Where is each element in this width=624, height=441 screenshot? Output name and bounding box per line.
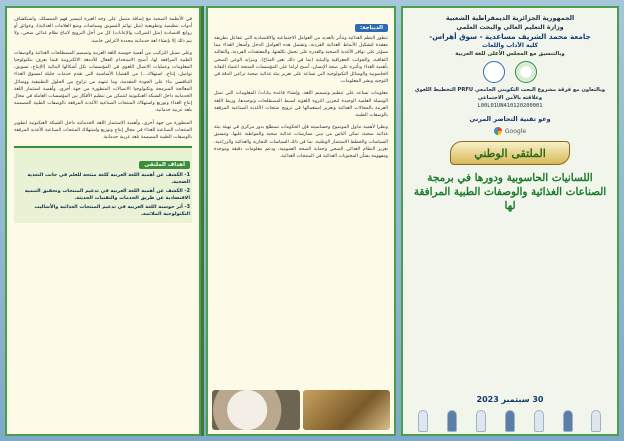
conference-date: 30 سبتمبر 2023: [476, 395, 544, 404]
conference-badge: [450, 141, 570, 165]
google-row: [409, 127, 611, 135]
person-figure: [476, 410, 486, 432]
university-logo-icon: [483, 61, 505, 83]
sponsor-row: [409, 115, 611, 123]
panel-cover: [401, 6, 619, 436]
conference-topic: اللسانيات الحاسوبية ودورها في برمجة الصناعات الغذائية والوصفات الطبية المرافقة لها: [413, 172, 607, 212]
people-illustration: [409, 406, 611, 432]
goal-item: 2- الكشف عن أهمية اللغة العربية في تدعيم المنتجات وتحقيق التنمية الاقتصادية عن طريق الخدمات والتقنيات الحديثة.: [24, 188, 190, 202]
food-photo: [303, 390, 391, 430]
person-figure: [418, 410, 428, 432]
project-code: L00L01UN410120200001: [477, 103, 543, 109]
university-heading: جامعة محمد الشريف مساعدية - سوق أهراس-: [429, 32, 591, 41]
google-label: Google: [504, 127, 527, 135]
middle-paragraph-1: تتطور النظم الغذائية وتتأثر بالعديد من العوامل الاجتماعية والاقتصادية التي تتفاعل بطريقة معقدة لتشكيل الأنماط الغذائية الفردية، وتشمل هذه العوامل الدخل وأسعار الغذاء مما سيؤثر على توافر الأغذية الصحية والقدرة على تحمل تكلفتها، والمعتقدات الفردية، والتقاليد الثقافية، والجوانب الجغرافية والبيئية (بما في ذلك تغير المناخ). وبتزايد الوعي الصحي بأهمية الغذاء وتأثيره على صحة الإنسان، أصبح لزاما على المؤسسات المنتجة اعتماد التقانة الحاسوبية والوسائل التكنولوجية التي تساعد على تعزيز بيئة غذائية صحية تراعي الدقة في التوجيه ونشر المعلومات.: [214, 36, 388, 85]
person-figure: [505, 410, 515, 432]
republic-heading: الجمهورية الجزائرية الديمقراطية الشعبية: [445, 14, 575, 22]
person-figure: [447, 410, 457, 432]
left-paragraph-1: في الأنظمة الصحية مع إضافة منصل على وجه الغيرة لتيسير فهم الممسلك، واستكشاف أدوات تنظيمية وتطويعية (مثل توائم التسويق وسياسات وضع العلامات الغذائية)، وعوائق أو روابع اقتصادية (مثل الضرائب والإعانات) كل من أجل الترويج لاتباع نظام غذائي صحي، ولا يتم ذلك إلا بإنشاء لغة خدماتية محددة لأغراض خاصة.: [14, 17, 192, 44]
left-paragraph-3: المنطورة من جهة أخرى، وأهمية الاستثمار اللغة الخدماتية داخل الشبكة العنكبوتية لتطوير المنتجات الصناعية للغذاء في مجال إنتاج وتوزيع واستهلاك المنتجات الصناعية الأغذية المرفقة بالوصفات الطبية المصممة بلغة عربية خدماتية.: [14, 120, 192, 141]
plate-photo: [212, 390, 300, 430]
person-figure: [534, 410, 544, 432]
project-line: وبالتعاون مع فرقة مشروع البحث التكويني الجامعي PRFU التخطيط اللغوي وعلاقته بالأمن الاجتماعي: [414, 87, 606, 101]
google-icon: [494, 127, 502, 135]
sponsor-text: وعو تقنية التحاضر المرني: [469, 115, 551, 123]
cooperation-line: وبالتنسيق مع المجلس الأعلى للغة العربية: [455, 51, 565, 57]
logo-row: [409, 61, 611, 83]
person-figure: [563, 410, 573, 432]
preamble-tag: الديباجة:: [355, 24, 388, 32]
ministry-heading: وزارة التعليم العالي والبحث العلمي: [456, 24, 564, 31]
panel-left: [5, 6, 201, 436]
goal-item: 3- أثر حوسبة اللغة العربية في تدعيم المنتجات الغذائية والأساليب التكنولوجية الملائمة.: [34, 204, 190, 218]
council-logo-icon: [515, 61, 537, 83]
middle-paragraph-2: معلومات تساعد على تنظيم وتصميم اللغة، وإنشاء قاعدة بيانات/ المعلومات التي تمثل الوسيلة العلمية الوحيدة لتخزين الثروة اللغوية لضبط المصطلحات وتوحيدها، وربط اللغة العربية بالمجالات الغذائية وتعزيز استعمالها في ترويج منتجات الأغذية الصناعية المرفقة بالوصفات الطبية.: [214, 91, 388, 119]
middle-paragraph-3: ونظرا لأهمية تداول الموضوع وحساسيته فإن الحكومات تضطلع بدور مركزي في تهيئة بيئة غذائية صحية، تمكن الناس من تبني ممارسات غذائية صحية والمواطنة عليها، وتنسيق السياسات والخطط الاستثمار الوطنية، بما في ذلك السياسات التجارية والغذائية والزراعية، تعزيز النظام الغذائي الصحي وحماية الصحة العمومية، ودعم معلومات دقيقة وموحدة ومفهومة بشأن المحتويات الغذائية في المنتجات الغذائية.: [214, 125, 388, 160]
conference-label: الملتقى الوطني: [474, 146, 546, 160]
photo-strip: [212, 390, 390, 430]
faculty-heading: كلية الآداب واللغات: [481, 42, 539, 49]
date-row: [403, 387, 617, 406]
person-figure: [591, 410, 601, 432]
goals-section: [14, 146, 192, 223]
panel-middle: [206, 6, 396, 436]
left-paragraph-2: وعلى سبيل التركيب بين أهمية حوسبة اللغة العربية وتصميم المصطلحات الغذائية والوصفات الطبية المرافقة لها، أصبح الاستخدام الفعال للأدمغة الالكترونية فيما يعرف بتكنولوجيا المعلومات وعمليات الاتصال اللغوي في المؤسسات بكل أشكالها البنائية (الإنتاج، تسويق، تواصل، إنتاج، استهلاك...) من القضايا الأساسية التي تقدم خدمات جليلة لمسوق الغذاء التنافسي بناء على الجودة المقدمة، وما تنتهيه من تزاوج بين الحلول التطبيقية ووسائل المعالجة المبرمجة وتكنولوجيا الاتصالات المتطورة من جهة أخرى، وأهمية استثمار اللغة الخدماتية داخل الشبكة العنكبوتية لتتمكن من تنظيم الأفكار بين المؤسسات العاملة في مجال إنتاج الغذاء وتوزيع واستهلاك المنتجات الصناعية الأغذية المرفقة بالوصفات الطبية المصممة بلغة عربية خدماتية.: [14, 50, 192, 114]
goals-title: أهداف الملتقى: [139, 161, 190, 169]
goal-item: 1- الكشف عن أهمية اللغة العربية كلغة منتجة للعلم في جانب التغذية الصحية.: [27, 172, 190, 186]
